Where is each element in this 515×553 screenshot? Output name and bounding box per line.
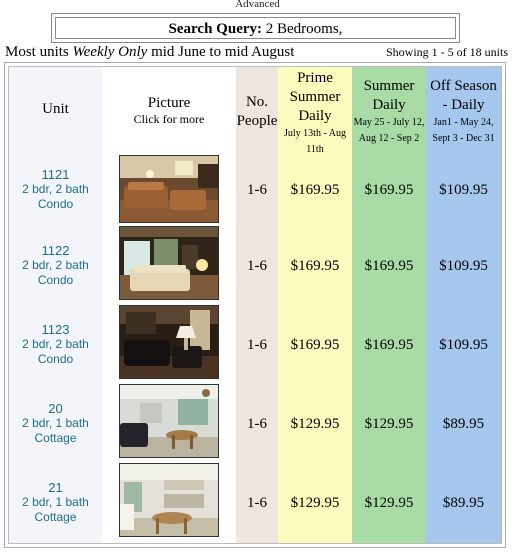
advanced-link[interactable]: Advanced — [235, 0, 280, 10]
table-row — [0, 226, 515, 305]
summer-rate: $169.95 — [364, 182, 414, 198]
prime-rate: $169.95 — [290, 258, 340, 274]
unit-link[interactable] — [9, 480, 102, 525]
header-people-line1: No. — [245, 94, 269, 110]
unit-photo[interactable] — [119, 226, 219, 300]
search-query-box — [51, 13, 460, 43]
unit-number: 20 — [48, 401, 63, 416]
people-value: 1-6 — [247, 258, 267, 274]
unit-type: Cottage — [34, 510, 77, 524]
summer-rate: $169.95 — [364, 337, 414, 353]
weekly-only-note — [5, 43, 294, 61]
unit-link[interactable] — [9, 167, 102, 212]
people-value: 1-6 — [247, 495, 267, 511]
header-summer — [352, 77, 426, 147]
prime-rate: $169.95 — [290, 337, 340, 353]
off-season-rate: $109.95 — [439, 258, 488, 274]
unit-photo[interactable] — [119, 155, 219, 223]
header-picture — [102, 95, 236, 127]
unit-photo[interactable] — [119, 463, 219, 537]
header-picture-sub: Click for more — [133, 112, 205, 126]
note-emphasis: Weekly Only — [72, 44, 148, 60]
living-room-photo — [120, 156, 219, 223]
unit-number: 21 — [48, 480, 63, 495]
unit-type: Condo — [37, 197, 74, 211]
unit-beds: 2 bdr, 1 bath — [22, 416, 89, 430]
header-picture-title: Picture — [147, 95, 191, 111]
prime-rate: $129.95 — [290, 495, 340, 511]
header-summer-title: Summer Daily — [363, 78, 415, 113]
people-value: 1-6 — [247, 337, 267, 353]
cottage-kitchen-photo — [120, 464, 219, 537]
note-post: mid June to mid August — [147, 44, 295, 60]
unit-type: Condo — [37, 352, 74, 366]
off-season-rate: $89.95 — [442, 495, 485, 511]
off-season-rate: $89.95 — [442, 416, 485, 432]
unit-beds: 2 bdr, 2 bath — [22, 337, 89, 351]
summer-rate: $169.95 — [364, 258, 414, 274]
header-off-season — [426, 77, 501, 147]
header-people — [236, 93, 278, 131]
unit-beds: 2 bdr, 2 bath — [22, 182, 89, 196]
summer-rate: $129.95 — [364, 416, 414, 432]
table-row — [0, 305, 515, 384]
cottage-interior-photo — [120, 385, 219, 458]
unit-type: Condo — [37, 273, 74, 287]
search-query-label: Search Query: — [168, 21, 263, 37]
off-season-rate: $109.95 — [439, 182, 488, 198]
search-query-value: 2 Bedrooms, — [265, 21, 343, 37]
header-prime-summer — [278, 69, 352, 158]
note-pre: Most units — [5, 44, 73, 60]
table-row — [0, 463, 515, 542]
header-prime-dates: July 13th - Aug 11th — [284, 128, 346, 155]
unit-number: 1121 — [41, 167, 70, 182]
header-people-line2: People — [236, 113, 278, 129]
unit-photo[interactable] — [119, 384, 219, 458]
header-off-dates: Jan1 - May 24, Sept 3 - Dec 31 — [432, 117, 495, 144]
summer-rate: $129.95 — [364, 495, 414, 511]
unit-beds: 2 bdr, 2 bath — [22, 258, 89, 272]
unit-link[interactable] — [9, 243, 102, 288]
header-unit: Unit — [42, 101, 69, 117]
unit-number: 1122 — [41, 243, 70, 258]
unit-type: Cottage — [34, 431, 77, 445]
unit-beds: 2 bdr, 1 bath — [22, 495, 89, 509]
prime-rate: $129.95 — [290, 416, 340, 432]
unit-link[interactable] — [9, 401, 102, 446]
living-room-photo — [120, 306, 219, 379]
people-value: 1-6 — [247, 182, 267, 198]
search-query-inner — [55, 17, 456, 39]
table-row — [0, 384, 515, 463]
living-room-photo — [120, 227, 219, 300]
unit-photo[interactable] — [119, 305, 219, 379]
prime-rate: $169.95 — [290, 182, 340, 198]
unit-link[interactable] — [9, 322, 102, 367]
header-off-title: Off Season - Daily — [430, 78, 497, 113]
results-count: Showing 1 - 5 of 18 units — [385, 45, 508, 59]
people-value: 1-6 — [247, 416, 267, 432]
header-summer-dates: May 25 - July 12, Aug 12 - Sep 2 — [353, 117, 425, 144]
header-prime-title: Prime Summer Daily — [289, 70, 341, 124]
unit-number: 1123 — [41, 322, 70, 337]
table-row — [0, 155, 515, 234]
off-season-rate: $109.95 — [439, 337, 488, 353]
